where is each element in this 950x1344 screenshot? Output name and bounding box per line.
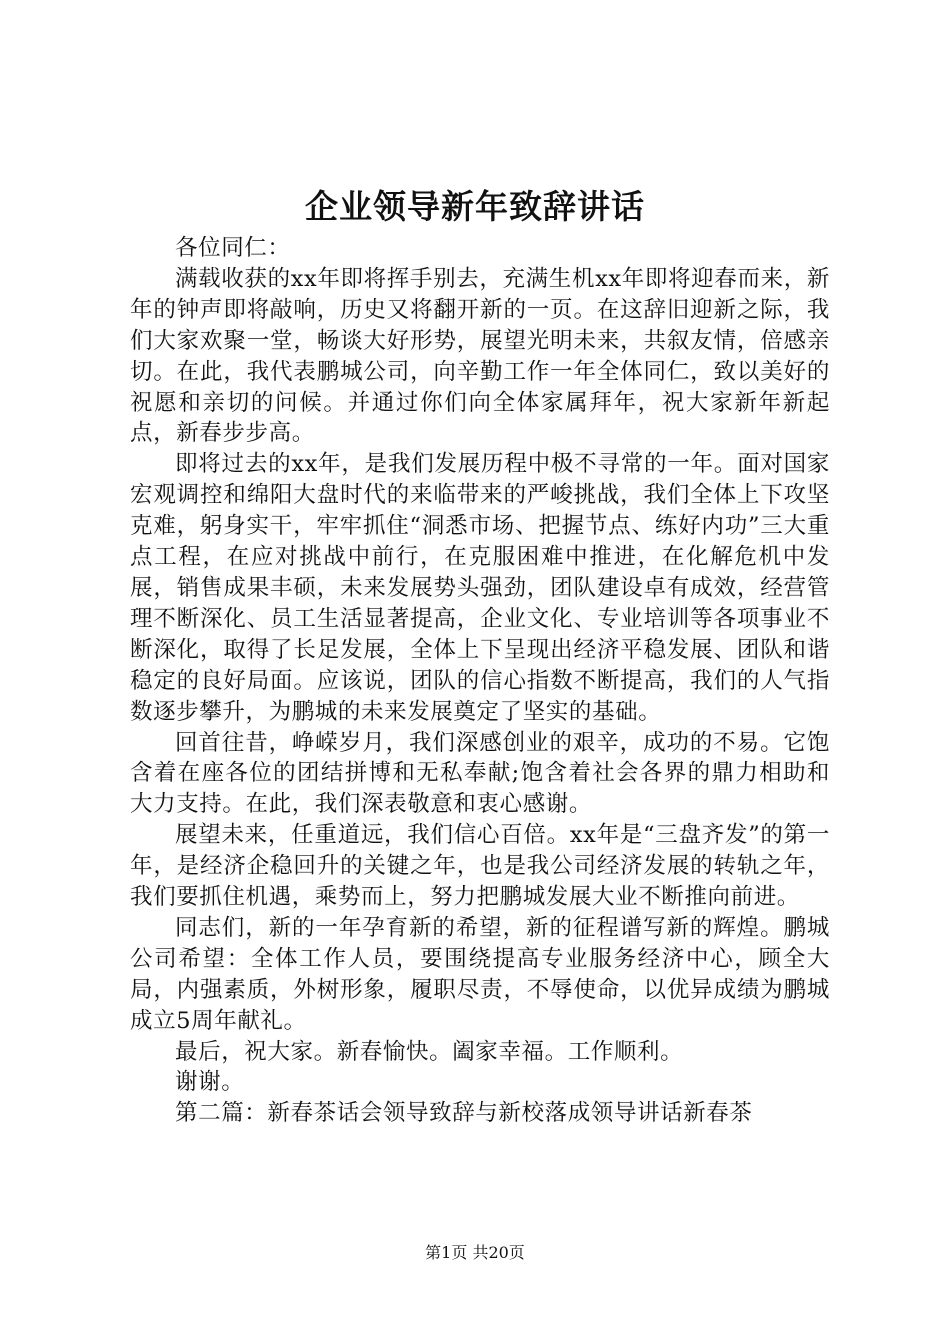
salutation-paragraph: 各位同仁： (175, 235, 291, 261)
body-paragraph: 同志们，新的一年孕育新的希望，新的征程谱写新的辉煌。鹏城公司希望：全体工作人员，要围绕提高专业服务经济中心，顾全大局，内强素质，外树形象，履职尽责，不辱使命，以优异成绩为鹏城成立5周年献礼。 (130, 914, 830, 1034)
closing-paragraph: 最后，祝大家。新春愉快。阖家幸福。工作顺利。 (175, 1038, 684, 1065)
body-paragraph: 回首往昔，峥嵘岁月，我们深感创业的艰辛，成功的不易。它饱含着在座各位的团结拼博和无私奉献;饱含着社会各界的鼎力相助和大力支持。在此，我们深表敬意和衷心感谢。 (130, 729, 830, 818)
body-paragraph: 展望未来，任重道远，我们信心百倍。xx年是“三盘齐发”的第一年，是经济企稳回升的关键之年，也是我公司经济发展的转轨之年，我们要抓住机遇，乘势而上，努力把鹏城发展大业不断推向前进。 (130, 822, 830, 911)
page-number-footer: 第1页 共20页 (425, 1243, 525, 1262)
body-paragraph: 满载收获的xx年即将挥手别去，充满生机xx年即将迎春而来，新年的钟声即将敲响，历史又将翻开新的一页。在这辞旧迎新之际，我们大家欢聚一堂，畅谈大好形势，展望光明未来，共叙友情，倍感亲切。在此，我代表鹏城公司，向辛勤工作一年全体同仁，致以美好的祝愿和亲切的问候。并通过你们向全体家属拜年，祝大家新年新起点，新春步步高。 (130, 265, 830, 447)
document-body (130, 233, 830, 1129)
document-title: 企业领导新年致辞讲话 (305, 187, 645, 226)
body-paragraph: 即将过去的xx年，是我们发展历程中极不寻常的一年。面对国家宏观调控和绵阳大盘时代的来临带来的严峻挑战，我们全体上下攻坚克难，躬身实干，牢牢抓住“洞悉市场、把握节点、练好内功”三大重点工程，在应对挑战中前行，在克服困难中推进，在化解危机中发展，销售成果丰硕，未来发展势头强劲，团队建设卓有成效，经营管理不断深化、员工生活显著提高，企业文化、专业培训等各项事业不断深化，取得了长足发展，全体上下呈现出经济平稳发展、团队和谐稳定的良好局面。应该说，团队的信心指数不断提高，我们的人气指数逐步攀升，为鹏城的未来发展奠定了坚实的基础。 (130, 451, 830, 725)
thanks-paragraph: 谢谢。 (175, 1069, 245, 1096)
next-section-heading: 第二篇：新春茶话会领导致辞与新校落成领导讲话新春茶 (175, 1100, 753, 1127)
